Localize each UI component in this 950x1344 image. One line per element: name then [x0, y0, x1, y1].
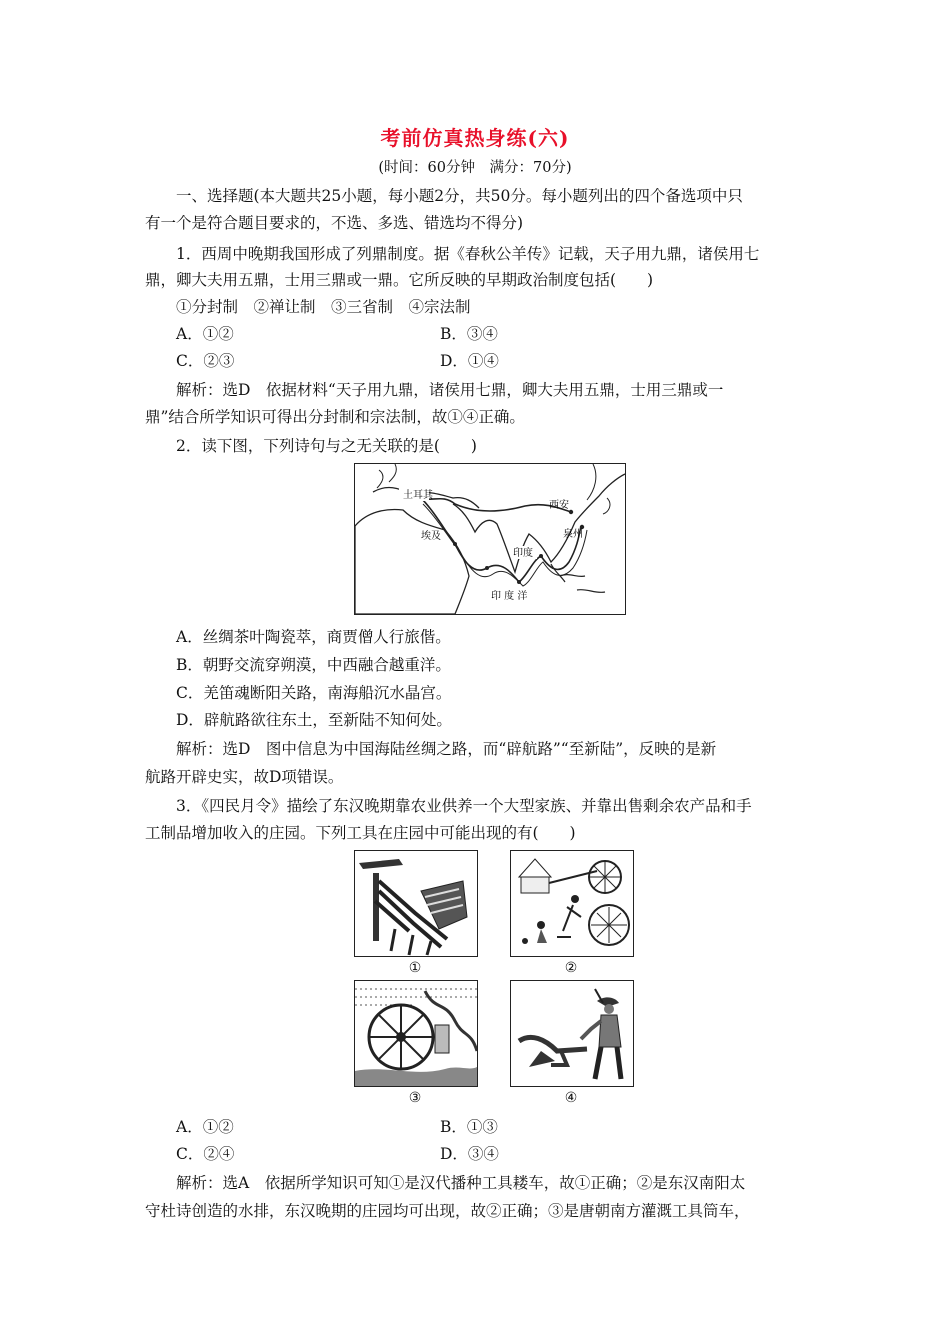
question-2-option-b: B．朝野交流穿朔漠，中西融合越重洋。	[176, 656, 451, 674]
question-1-stem-cont: 鼎，卿大夫用五鼎，士用三鼎或一鼎。它所反映的早期政治制度包括( )	[145, 271, 654, 289]
map-label-india: 印度	[513, 548, 533, 559]
silk-road-map-drawing	[355, 464, 625, 614]
map-label-xian: 西安	[549, 500, 569, 511]
tool-label-3: ③	[408, 1090, 422, 1106]
question-1-analysis: 解析：选D 依据材料“天子用九鼎，诸侯用七鼎，卿大夫用五鼎，士用三鼎或一	[176, 381, 724, 399]
tool-label-2: ②	[564, 960, 578, 976]
seed-drill-drawing	[355, 851, 477, 956]
question-1-option-b: B．③④	[440, 325, 498, 343]
section-instructions: 一、选择题(本大题共25小题，每小题2分，共50分。每小题列出的四个备选项中只	[176, 187, 743, 205]
question-2-analysis: 解析：选D 图中信息为中国海陆丝绸之路，而“辟航路”“至新陆”，反映的是新	[176, 740, 717, 758]
tool-label-4: ④	[564, 1090, 578, 1106]
map-label-indian-ocean: 印 度 洋	[491, 591, 528, 602]
map-label-quanzhou: 泉州	[563, 529, 583, 540]
question-1-stem: 1．西周中晚期我国形成了列鼎制度。据《春秋公羊传》记载，天子用九鼎，诸侯用七	[176, 245, 760, 263]
tool-label-1: ①	[408, 960, 422, 976]
question-1-option-a: A．①②	[176, 325, 234, 343]
tool-image-water-wheel	[354, 980, 478, 1087]
question-3-option-c: C．②④	[176, 1145, 235, 1163]
tool-image-curved-plough	[510, 980, 634, 1087]
question-1-items: ①分封制 ②禅让制 ③三省制 ④宗法制	[176, 298, 471, 316]
tool-image-water-bellows	[510, 850, 634, 957]
silk-road-map	[354, 463, 626, 615]
question-3-analysis: 解析：选A 依据所学知识可知①是汉代播种工具耧车，故①正确；②是东汉南阳太	[176, 1174, 746, 1192]
water-bellows-drawing	[511, 851, 633, 956]
page-title: 考前仿真热身练(六)	[380, 126, 570, 150]
question-2-option-a: A．丝绸茶叶陶瓷萃，商贾僧人行旅偕。	[176, 628, 451, 646]
tool-image-seed-drill	[354, 850, 478, 957]
question-2-stem: 2．读下图，下列诗句与之无关联的是( )	[176, 437, 477, 455]
question-3-stem-cont: 工制品增加收入的庄园。下列工具在庄园中可能出现的有( )	[145, 824, 576, 842]
section-instructions-cont: 有一个是符合题目要求的，不选、多选、错选均不得分)	[145, 214, 524, 232]
water-wheel-drawing	[355, 981, 477, 1086]
map-label-egypt: 埃及	[421, 531, 441, 542]
question-1-option-d: D．①④	[440, 352, 499, 370]
question-2-option-c: C．羌笛魂断阳关路，南海船沉水晶宫。	[176, 684, 452, 702]
question-3-option-d: D．③④	[440, 1145, 499, 1163]
question-3-option-a: A．①②	[176, 1118, 234, 1136]
curved-plough-drawing	[511, 981, 633, 1086]
question-1-analysis-cont: 鼎”结合所学知识可得出分封制和宗法制，故①④正确。	[145, 408, 525, 426]
question-3-analysis-cont: 守杜诗创造的水排，东汉晚期的庄园均可出现，故②正确；③是唐朝南方灌溉工具筒车，	[145, 1202, 750, 1220]
question-1-option-c: C．②③	[176, 352, 235, 370]
map-label-turkey: 土耳其	[403, 490, 433, 501]
question-3-stem: 3．《四民月令》描绘了东汉晚期靠农业供养一个大型家族、并靠出售剩余农产品和手	[176, 797, 752, 815]
question-2-option-d: D．辟航路欲往东土，至新陆不知何处。	[176, 711, 452, 729]
time-score-info: (时间：60分钟 满分：70分)	[378, 160, 572, 176]
question-2-analysis-cont: 航路开辟史实，故D项错误。	[145, 768, 344, 786]
question-3-option-b: B．①③	[440, 1118, 498, 1136]
